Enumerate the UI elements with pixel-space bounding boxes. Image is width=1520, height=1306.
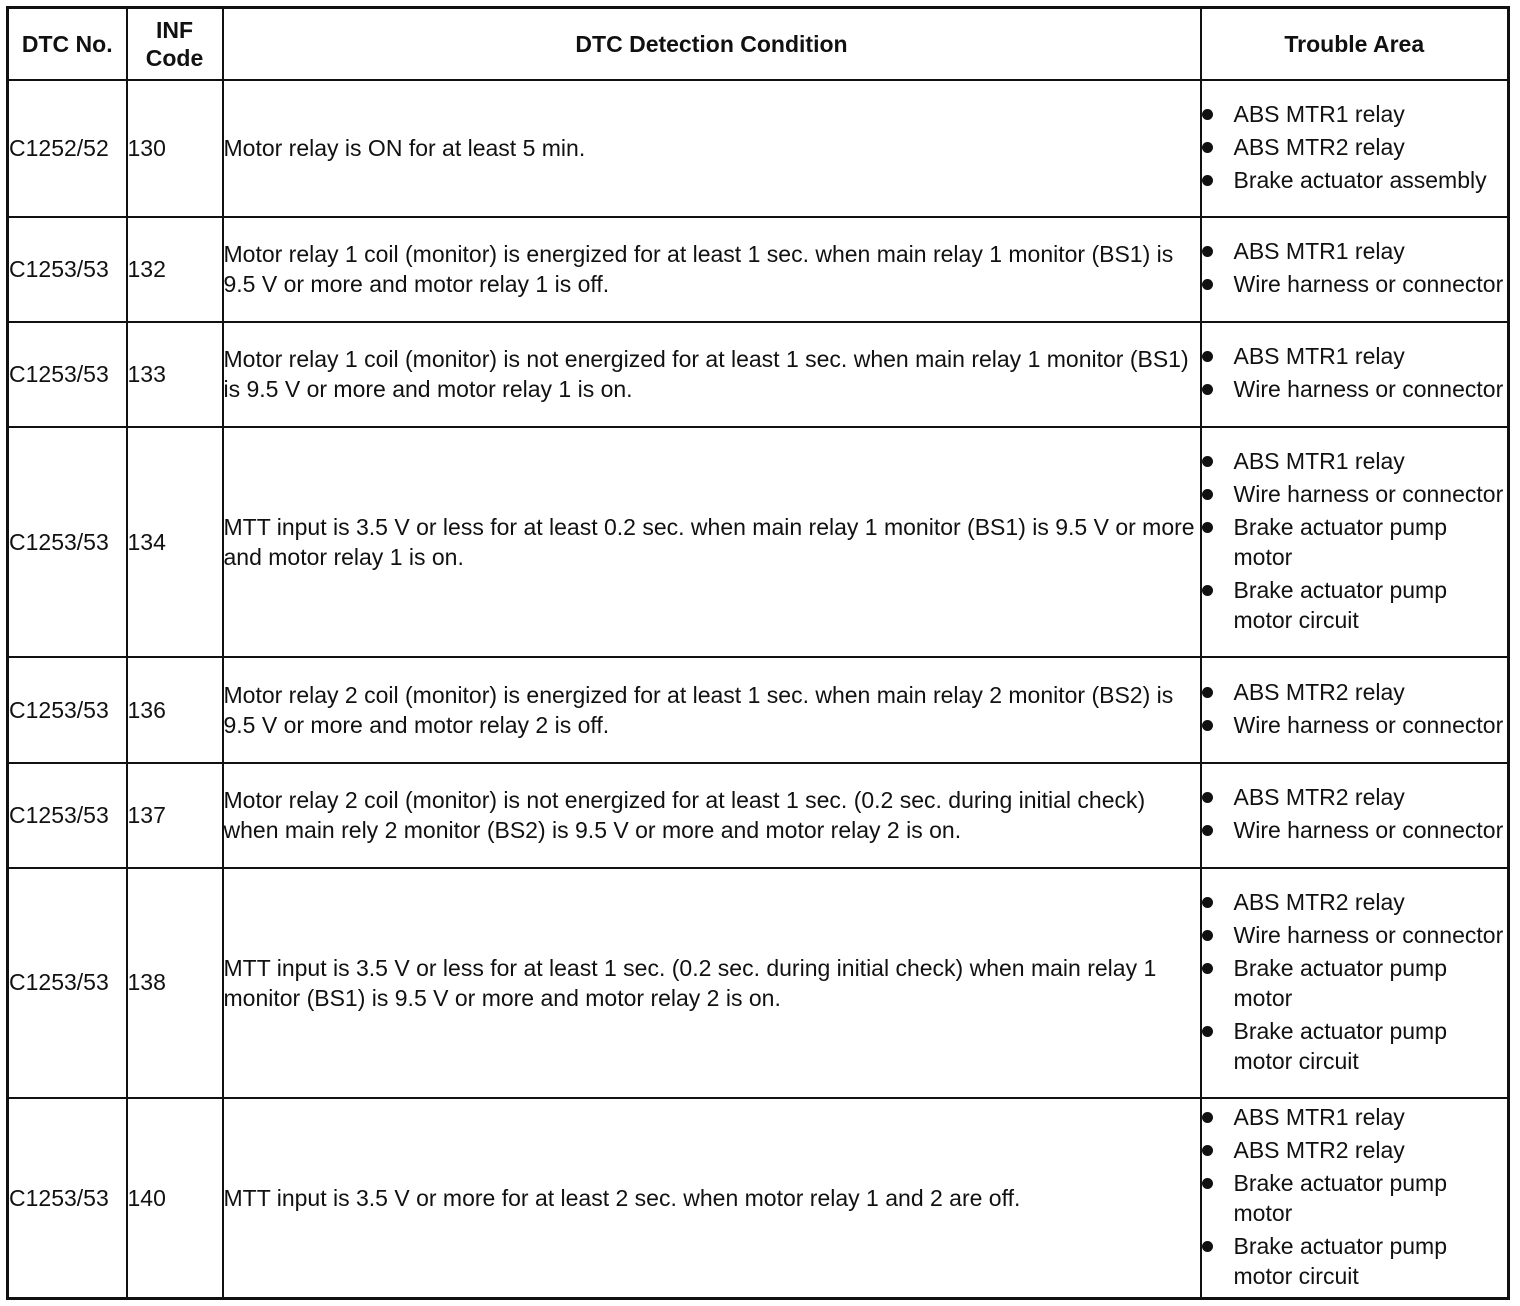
bullet-icon bbox=[1202, 792, 1213, 803]
trouble-area-label: ABS MTR1 relay bbox=[1233, 238, 1405, 265]
trouble-area-label: Brake actuator pump motor circuit bbox=[1233, 577, 1448, 634]
trouble-area-list bbox=[1202, 236, 1508, 299]
trouble-area-item bbox=[1202, 920, 1508, 950]
trouble-area-item bbox=[1202, 1016, 1508, 1076]
trouble-area-cell bbox=[1201, 1098, 1509, 1298]
inf-code-cell: 137 bbox=[127, 763, 223, 868]
trouble-area-label: Brake actuator pump motor circuit bbox=[1233, 1017, 1448, 1074]
trouble-area-label: Brake actuator pump motor bbox=[1233, 954, 1448, 1011]
trouble-area-label: ABS MTR2 relay bbox=[1233, 679, 1405, 706]
bullet-icon bbox=[1202, 1026, 1213, 1037]
detection-condition-cell: Motor relay is ON for at least 5 min. bbox=[223, 80, 1201, 217]
dtc-number-cell: C1253/53 bbox=[8, 763, 127, 868]
trouble-area-item bbox=[1202, 165, 1508, 195]
bullet-icon bbox=[1202, 825, 1213, 836]
trouble-area-item bbox=[1202, 887, 1508, 917]
header-inf-code: INF Code bbox=[127, 8, 223, 80]
trouble-area-label: Wire harness or connector bbox=[1233, 271, 1504, 298]
inf-code-cell: 138 bbox=[127, 868, 223, 1098]
trouble-area-item bbox=[1202, 953, 1508, 1013]
trouble-area-label: ABS MTR1 relay bbox=[1233, 448, 1405, 475]
table-row bbox=[8, 868, 1509, 1098]
trouble-area-label: ABS MTR1 relay bbox=[1233, 1104, 1405, 1131]
trouble-area-item bbox=[1202, 132, 1508, 162]
trouble-area-label: ABS MTR2 relay bbox=[1233, 888, 1405, 915]
trouble-area-item bbox=[1202, 341, 1508, 371]
table-row bbox=[8, 322, 1509, 427]
bullet-icon bbox=[1202, 142, 1213, 153]
bullet-icon bbox=[1202, 687, 1213, 698]
trouble-area-item bbox=[1202, 512, 1508, 572]
trouble-area-list bbox=[1202, 99, 1508, 195]
trouble-area-item bbox=[1202, 1168, 1508, 1228]
detection-condition-cell: MTT input is 3.5 V or more for at least 2 sec. when motor relay 1 and 2 are off. bbox=[223, 1098, 1201, 1298]
trouble-area-item bbox=[1202, 446, 1508, 476]
bullet-icon bbox=[1202, 930, 1213, 941]
header-detection-condition: DTC Detection Condition bbox=[223, 8, 1201, 80]
trouble-area-cell bbox=[1201, 322, 1509, 427]
trouble-area-label: ABS MTR2 relay bbox=[1233, 784, 1405, 811]
dtc-number-cell: C1253/53 bbox=[8, 868, 127, 1098]
bullet-icon bbox=[1202, 456, 1213, 467]
dtc-number-cell: C1253/53 bbox=[8, 322, 127, 427]
bullet-icon bbox=[1202, 109, 1213, 120]
table-row bbox=[8, 1098, 1509, 1298]
header-trouble-area: Trouble Area bbox=[1201, 8, 1509, 80]
detection-condition-cell: MTT input is 3.5 V or less for at least 1 sec. (0.2 sec. during initial check) when main relay 1 monitor (BS1) is 9.5 V or more and motor relay 2 is on. bbox=[223, 868, 1201, 1098]
detection-condition-cell: Motor relay 1 coil (monitor) is energized for at least 1 sec. when main relay 1 monitor (BS1) is 9.5 V or more and motor relay 1 is off. bbox=[223, 217, 1201, 322]
table-row bbox=[8, 217, 1509, 322]
trouble-area-item bbox=[1202, 374, 1508, 404]
trouble-area-list bbox=[1202, 677, 1508, 740]
trouble-area-item bbox=[1202, 236, 1508, 266]
trouble-area-item bbox=[1202, 1102, 1508, 1132]
trouble-area-item bbox=[1202, 1231, 1508, 1291]
trouble-area-label: Wire harness or connector bbox=[1233, 712, 1504, 739]
bullet-icon bbox=[1202, 351, 1213, 362]
trouble-area-label: ABS MTR1 relay bbox=[1233, 343, 1405, 370]
dtc-number-cell: C1253/53 bbox=[8, 1098, 127, 1298]
trouble-area-label: Wire harness or connector bbox=[1233, 921, 1504, 948]
bullet-icon bbox=[1202, 522, 1213, 533]
trouble-area-list bbox=[1202, 782, 1508, 845]
inf-code-cell: 134 bbox=[127, 427, 223, 657]
trouble-area-item bbox=[1202, 815, 1508, 845]
trouble-area-label: Brake actuator pump motor bbox=[1233, 1170, 1448, 1227]
trouble-area-label: Brake actuator pump motor circuit bbox=[1233, 1233, 1448, 1290]
trouble-area-label: Wire harness or connector bbox=[1233, 481, 1504, 508]
header-dtc-no: DTC No. bbox=[8, 8, 127, 80]
bullet-icon bbox=[1202, 1178, 1213, 1189]
dtc-number-cell: C1253/53 bbox=[8, 657, 127, 762]
trouble-area-item bbox=[1202, 99, 1508, 129]
inf-code-cell: 133 bbox=[127, 322, 223, 427]
trouble-area-cell bbox=[1201, 868, 1509, 1098]
inf-code-cell: 136 bbox=[127, 657, 223, 762]
dtc-number-cell: C1253/53 bbox=[8, 217, 127, 322]
bullet-icon bbox=[1202, 720, 1213, 731]
trouble-area-cell bbox=[1201, 763, 1509, 868]
trouble-area-cell bbox=[1201, 427, 1509, 657]
trouble-area-label: ABS MTR2 relay bbox=[1233, 1137, 1405, 1164]
trouble-area-label: ABS MTR2 relay bbox=[1233, 133, 1405, 160]
bullet-icon bbox=[1202, 489, 1213, 500]
bullet-icon bbox=[1202, 246, 1213, 257]
bullet-icon bbox=[1202, 897, 1213, 908]
dtc-number-cell: C1253/53 bbox=[8, 427, 127, 657]
table-header bbox=[8, 8, 1509, 80]
dtc-table bbox=[6, 6, 1510, 1300]
bullet-icon bbox=[1202, 585, 1213, 596]
bullet-icon bbox=[1202, 1112, 1213, 1123]
table-row bbox=[8, 763, 1509, 868]
trouble-area-item bbox=[1202, 710, 1508, 740]
trouble-area-list bbox=[1202, 341, 1508, 404]
dtc-number-cell: C1252/52 bbox=[8, 80, 127, 217]
trouble-area-cell bbox=[1201, 657, 1509, 762]
bullet-icon bbox=[1202, 963, 1213, 974]
bullet-icon bbox=[1202, 1145, 1213, 1156]
trouble-area-list bbox=[1202, 446, 1508, 635]
bullet-icon bbox=[1202, 1241, 1213, 1252]
detection-condition-cell: Motor relay 1 coil (monitor) is not energized for at least 1 sec. when main relay 1 monitor (BS1) is 9.5 V or more and motor relay 1 is on. bbox=[223, 322, 1201, 427]
table-row bbox=[8, 427, 1509, 657]
trouble-area-label: Brake actuator pump motor bbox=[1233, 514, 1448, 571]
trouble-area-cell bbox=[1201, 80, 1509, 217]
bullet-icon bbox=[1202, 279, 1213, 290]
inf-code-cell: 132 bbox=[127, 217, 223, 322]
trouble-area-label: ABS MTR1 relay bbox=[1233, 100, 1405, 127]
trouble-area-item bbox=[1202, 782, 1508, 812]
trouble-area-list bbox=[1202, 887, 1508, 1076]
trouble-area-item bbox=[1202, 1135, 1508, 1165]
trouble-area-cell bbox=[1201, 217, 1509, 322]
trouble-area-label: Brake actuator assembly bbox=[1233, 166, 1487, 193]
inf-code-cell: 140 bbox=[127, 1098, 223, 1298]
detection-condition-cell: MTT input is 3.5 V or less for at least 0.2 sec. when main relay 1 monitor (BS1) is 9.5 V or more and motor relay 1 is on. bbox=[223, 427, 1201, 657]
trouble-area-label: Wire harness or connector bbox=[1233, 376, 1504, 403]
table-row bbox=[8, 80, 1509, 217]
bullet-icon bbox=[1202, 175, 1213, 186]
bullet-icon bbox=[1202, 384, 1213, 395]
trouble-area-item bbox=[1202, 677, 1508, 707]
inf-code-cell: 130 bbox=[127, 80, 223, 217]
detection-condition-cell: Motor relay 2 coil (monitor) is energized for at least 1 sec. when main relay 2 monitor (BS2) is 9.5 V or more and motor relay 2 is off. bbox=[223, 657, 1201, 762]
trouble-area-item bbox=[1202, 479, 1508, 509]
trouble-area-list bbox=[1202, 1102, 1508, 1291]
header-row bbox=[8, 8, 1509, 80]
table-body bbox=[8, 80, 1509, 1299]
trouble-area-item bbox=[1202, 575, 1508, 635]
detection-condition-cell: Motor relay 2 coil (monitor) is not energized for at least 1 sec. (0.2 sec. during initial check) when main rely 2 monitor (BS2) is 9.5 V or more and motor relay 2 is on. bbox=[223, 763, 1201, 868]
trouble-area-item bbox=[1202, 269, 1508, 299]
table-row bbox=[8, 657, 1509, 762]
trouble-area-label: Wire harness or connector bbox=[1233, 817, 1504, 844]
